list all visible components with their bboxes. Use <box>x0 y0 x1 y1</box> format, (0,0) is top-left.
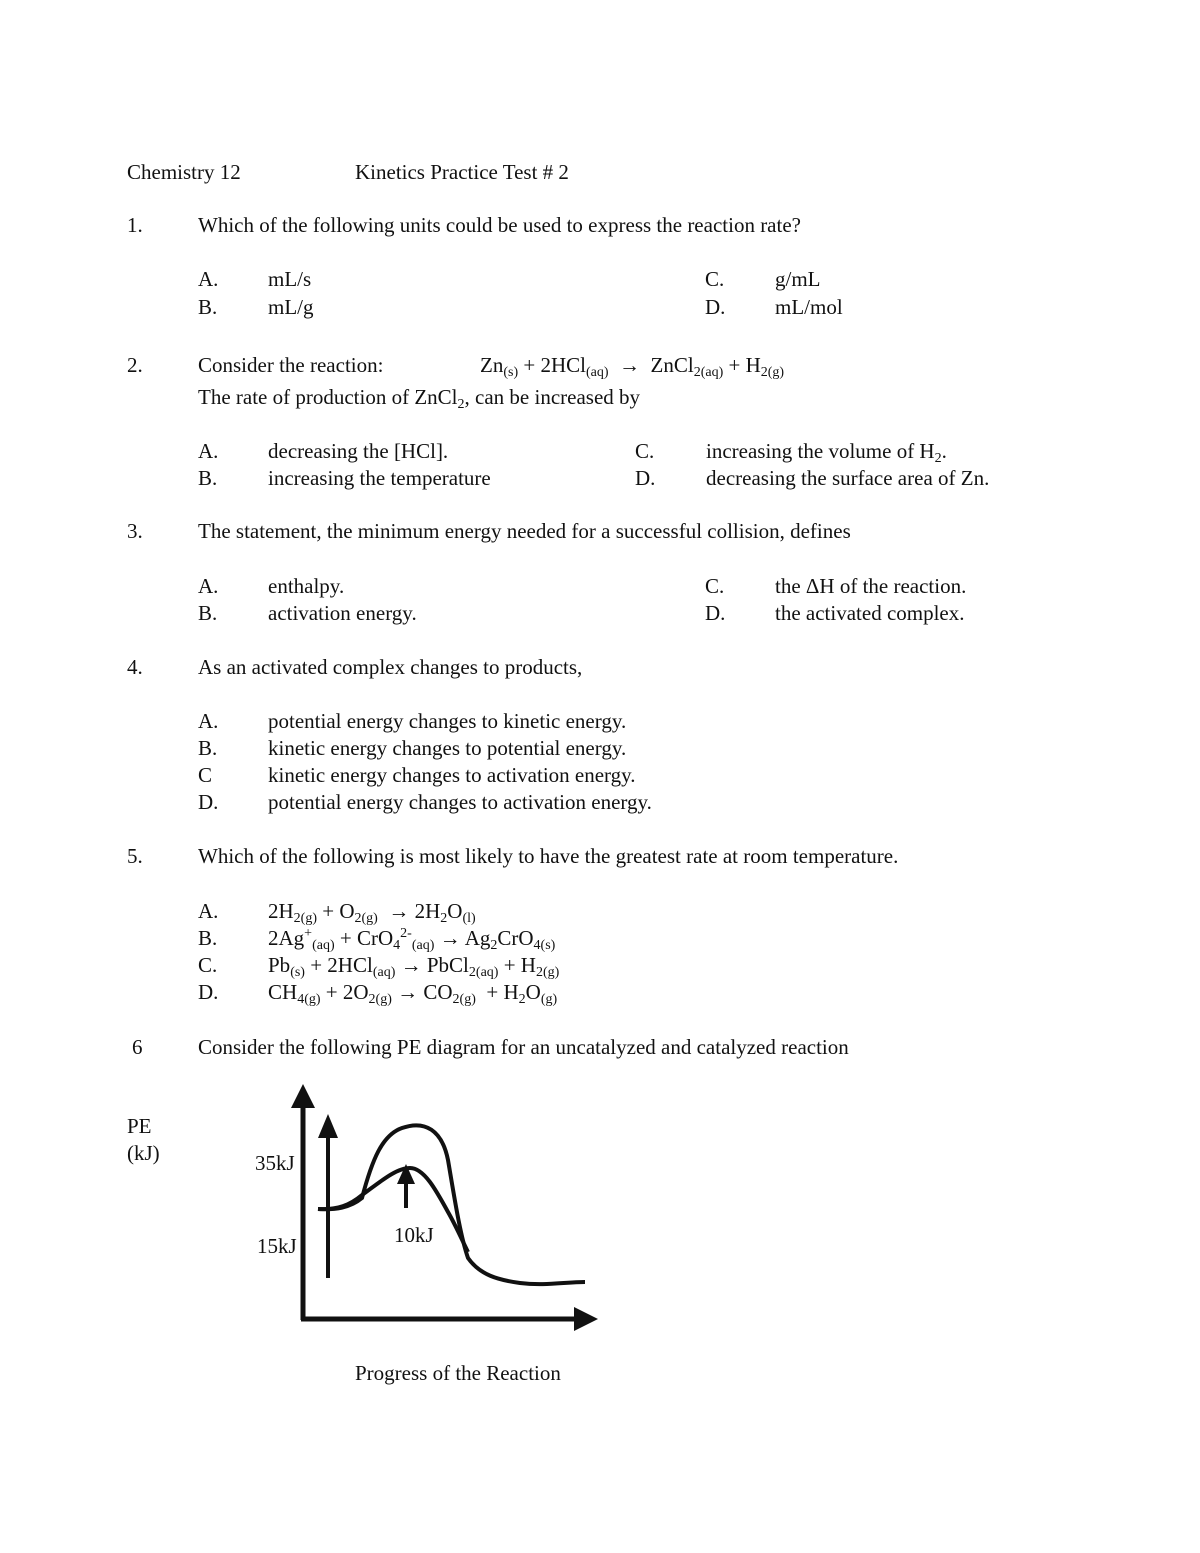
q3-option-a-letter: A. <box>198 574 219 598</box>
q4-option-b-letter: B. <box>198 736 218 760</box>
q3-number: 3. <box>127 519 143 543</box>
q3-option-a: enthalpy. <box>268 574 345 598</box>
q6-text: Consider the following PE diagram for an uncatalyzed and catalyzed reaction <box>198 1035 849 1059</box>
q2-option-c-letter: C. <box>635 439 655 463</box>
test-title: Kinetics Practice Test # 2 <box>355 160 569 184</box>
x-axis-arrowhead <box>574 1307 598 1331</box>
label-10kj: 10kJ <box>394 1223 434 1247</box>
q3-option-d-letter: D. <box>705 601 726 625</box>
y-axis-label-pe: PE <box>127 1114 152 1138</box>
q2-option-a-letter: A. <box>198 439 219 463</box>
q3-option-b: activation energy. <box>268 601 417 625</box>
q3-text: The statement, the minimum energy needed for a successful collision, defines <box>198 519 851 543</box>
uncatalyzed-curve <box>318 1125 585 1284</box>
q2-option-b: increasing the temperature <box>268 466 491 490</box>
q5-option-c-equation: $Pb_{(s)} + 2HCl_{(aq)}$ → PbCl$_{2(aq)}$ + $H_{2(g)}$ <box>268 953 560 980</box>
q2-equation: $Zn_{(s)} + 2HCl_{(aq)}$ → ZnCl$_{2(aq)}$ + $H_{2(g)}$ <box>480 353 785 380</box>
q5-option-d-equation: $CH_{4(g)} + 2O_{2(g)} \to CO_{2(g)} + H_2O_{(g)}$ <box>268 980 558 1007</box>
q3-option-b-letter: B. <box>198 601 218 625</box>
q4-number: 4. <box>127 655 143 679</box>
uncatalyzed-ea-arrowhead <box>318 1114 338 1138</box>
q5-option-c-letter: C. <box>198 953 218 977</box>
q1-option-b: mL/g <box>268 295 314 319</box>
q2-text-line2: The rate of production of ZnCl$_2$, can be increased by <box>198 385 641 412</box>
q4-text: As an activated complex changes to products, <box>198 655 583 679</box>
q5-text: Which of the following is most likely to have the greatest rate at room temperature. <box>198 844 899 868</box>
y-axis-arrowhead <box>291 1084 315 1108</box>
x-axis-label: Progress of the Reaction <box>355 1361 561 1385</box>
q4-option-c-letter: C <box>198 763 213 787</box>
q1-text: Which of the following units could be used to express the reaction rate? <box>198 213 801 237</box>
q2-option-c: increasing the volume of $H_2$. <box>706 439 947 466</box>
q4-option-d: potential energy changes to activation energy. <box>268 790 652 814</box>
q5-number: 5. <box>127 844 143 868</box>
q1-option-d: mL/mol <box>775 295 843 319</box>
q1-option-c-letter: C. <box>705 267 725 291</box>
q1-number: 1. <box>127 213 143 237</box>
q1-option-a: mL/s <box>268 267 312 291</box>
course-name: Chemistry 12 <box>127 160 241 184</box>
q5-option-b-equation: $2Ag^+_{(aq)} + CrO_4^{2-}_{(aq)} \to Ag_2CrO_{4(s)}$ <box>268 926 556 953</box>
catalyzed-curve <box>318 1168 468 1252</box>
q3-option-d: the activated complex. <box>775 601 965 625</box>
q5-option-a-letter: A. <box>198 899 219 923</box>
q1-option-d-letter: D. <box>705 295 726 319</box>
q4-option-a-letter: A. <box>198 709 219 733</box>
label-35kj: 35kJ <box>255 1151 295 1175</box>
label-15kj: 15kJ <box>257 1234 297 1258</box>
q1-option-c: g/mL <box>775 267 821 291</box>
q2-option-a: decreasing the [HCl]. <box>268 439 449 463</box>
q4-option-d-letter: D. <box>198 790 219 814</box>
q2-option-b-letter: B. <box>198 466 218 490</box>
q4-option-a: potential energy changes to kinetic energy. <box>268 709 627 733</box>
y-axis-label-kj: (kJ) <box>127 1141 160 1165</box>
q5-option-a-equation: $2H_{2(g)} + O_{2(g)} \to 2H_2O_{(l)}$ <box>268 899 476 926</box>
q2-text: Consider the reaction: <box>198 353 384 377</box>
q4-option-c: kinetic energy changes to activation energy. <box>268 763 636 787</box>
q5-option-b-letter: B. <box>198 926 218 950</box>
q2-option-d: decreasing the surface area of Zn. <box>706 466 990 490</box>
q3-option-c-letter: C. <box>705 574 725 598</box>
q1-option-b-letter: B. <box>198 295 218 319</box>
q4-option-b: kinetic energy changes to potential energy. <box>268 736 627 760</box>
q1-option-a-letter: A. <box>198 267 219 291</box>
q6-number: 6 <box>132 1035 143 1059</box>
q5-option-d-letter: D. <box>198 980 219 1004</box>
q3-option-c: the ΔH of the reaction. <box>775 574 967 598</box>
q2-number: 2. <box>127 353 143 377</box>
q2-option-d-letter: D. <box>635 466 656 490</box>
